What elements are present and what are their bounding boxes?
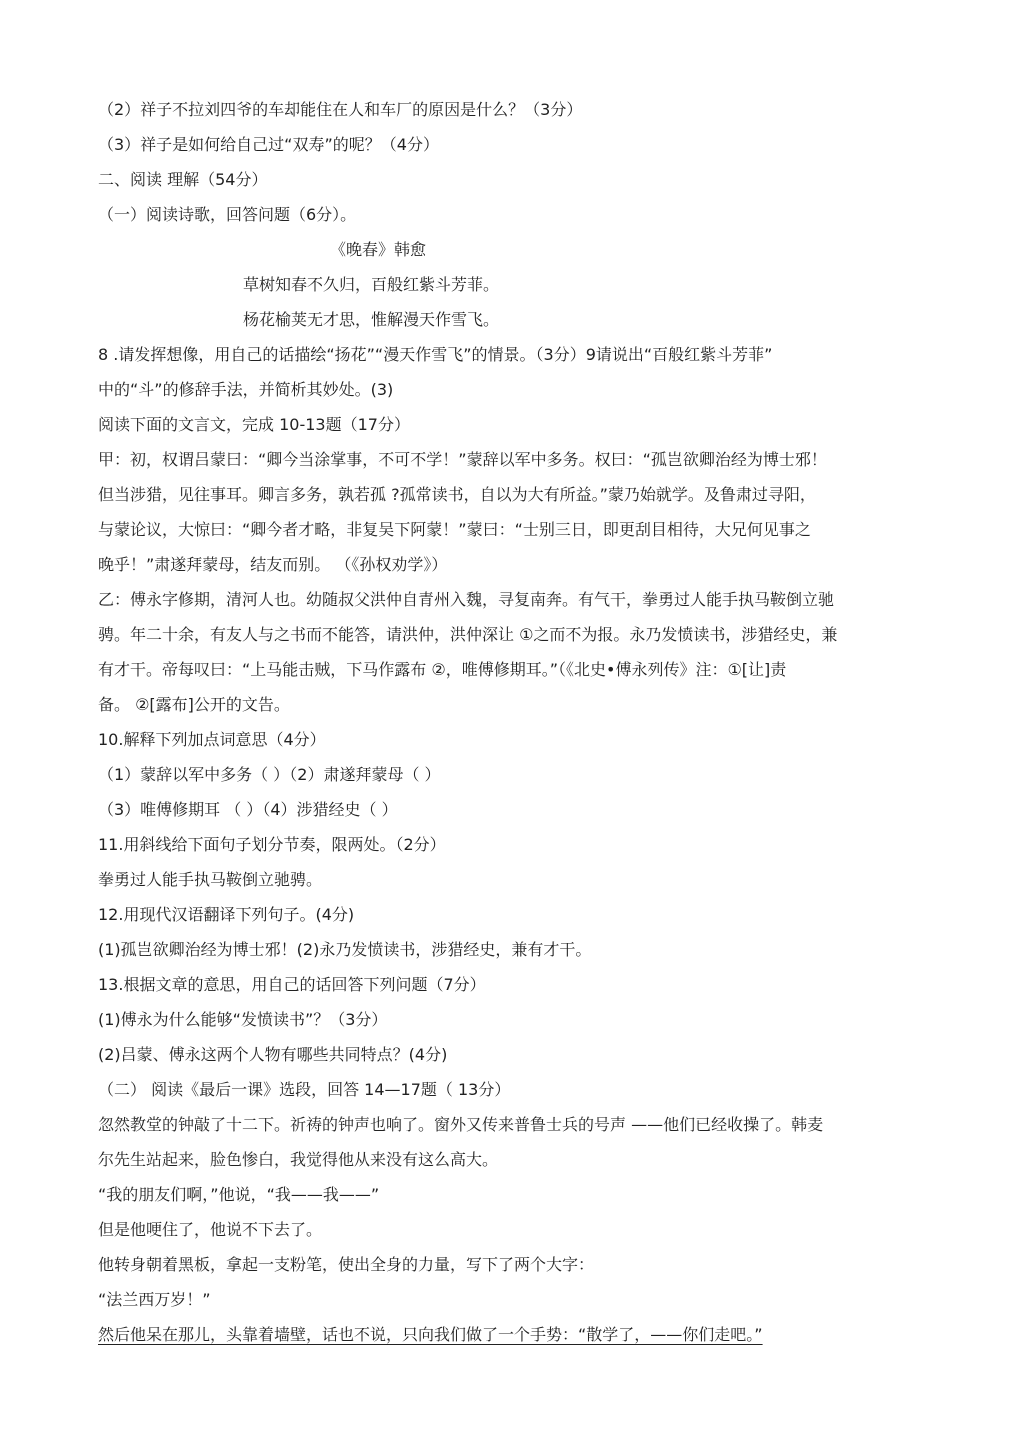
passage-jia-line-2: 但当涉猎，见往事耳。卿言多务，孰若孤 ?孤常读书，自以为大有所益。”蒙乃始就学。及鲁肃过寻阳， — [98, 485, 816, 504]
question-2-text: （2）祥子不拉刘四爷的车却能住在人和车厂的原因是什么？（3分） — [98, 100, 583, 119]
question-3-text: （3）祥子是如何给自己过“双寿”的呢？（4分） — [98, 135, 439, 154]
poem-section-heading: （一）阅读诗歌，回答问题（6分）。 — [98, 205, 357, 224]
passage-yi-line-3: 有才干。帝每叹曰：“上马能击贼，下马作露布 ②，唯傅修期耳。”（《北史•傅永列传》注：①[让]责 — [98, 660, 787, 679]
story-line-blackboard: 他转身朝着黑板，拿起一支粉笔，使出全身的力量，写下了两个大字： — [98, 1255, 595, 1274]
question-13-heading: 13.根据文章的意思，用自己的话回答下列问题（7分） — [98, 975, 486, 994]
section-2-heading: （二） 阅读《最后一课》选段，回答 14—17题（ 13分） — [98, 1080, 511, 1099]
question-10-heading: 10.解释下列加点词意思（4分） — [98, 730, 326, 749]
question-12-heading: 12.用现代汉语翻译下列句子。(4分) — [98, 905, 355, 924]
question-11-heading: 11.用斜线给下面句子划分节奏，限两处。（2分） — [98, 835, 446, 854]
question-13-item-1: (1)傅永为什么能够“发愤读书”？（3分） — [98, 1010, 388, 1029]
passage-yi-notes: 备。 ②[露布]公开的文告。 — [98, 695, 290, 714]
passage-jia-line-4: 晚乎！”肃遂拜蒙母，结友而别。 （《孙权劝学》） — [98, 555, 448, 574]
poem-title: 《晚春》韩愈 — [330, 240, 427, 259]
question-10-items-3-4: （3）唯傅修期耳 （ ）（4）涉猎经史（ ） — [98, 800, 398, 819]
section-heading-reading: 二、阅读 理解（54分） — [98, 170, 268, 189]
passage-yi-line-2: 骋。年二十余，有友人与之书而不能答，请洪仲，洪仲深让 ①之而不为报。永乃发愤读书，涉猎经史，兼 — [98, 625, 838, 644]
question-10-items-1-2: （1）蒙辞以军中多务（ ）（2）肃遂拜蒙母（ ） — [98, 765, 441, 784]
story-dialogue-1: “我的朋友们啊，”他说，“我——我——” — [98, 1185, 380, 1204]
question-11-sentence: 拳勇过人能手执马鞍倒立驰骋。 — [98, 870, 323, 889]
classical-text-instructions: 阅读下面的文言文，完成 10-13题（17分） — [98, 415, 410, 434]
question-13-item-2: (2)吕蒙、傅永这两个人物有哪些共同特点？(4分) — [98, 1045, 448, 1064]
story-line-underlined: 然后他呆在那儿，头靠着墙壁，话也不说，只向我们做了一个手势：“散学了，——你们走吧。” — [98, 1325, 763, 1344]
question-8-9-text: 8 .请发挥想像，用自己的话描绘“扬花”“漫天作雪飞”的情景。（3分）9请说出“百般红紫斗芳菲” — [98, 345, 773, 364]
story-line-choked: 但是他哽住了，他说不下去了。 — [98, 1220, 323, 1239]
story-paragraph-line-2: 尔先生站起来，脸色惨白，我觉得他从来没有这么高大。 — [98, 1150, 499, 1169]
story-paragraph-line-1: 忽然教堂的钟敲了十二下。祈祷的钟声也响了。窗外又传来普鲁士兵的号声 ——他们已经收操了。韩麦 — [98, 1115, 824, 1134]
passage-yi-line-1: 乙：傅永字修期，清河人也。幼随叔父洪仲自青州入魏，寻复南奔。有气干，拳勇过人能手执马鞍倒立驰 — [98, 590, 835, 609]
poem-line-2: 杨花榆荚无才思，惟解漫天作雪飞。 — [243, 310, 500, 329]
story-line-vive-la-france: “法兰西万岁！” — [98, 1290, 211, 1309]
question-9-continuation: 中的“斗”的修辞手法，并简析其妙处。(3) — [98, 380, 394, 399]
passage-jia-line-1: 甲：初，权谓吕蒙曰：“卿今当涂掌事，不可不学！”蒙辞以军中多务。权曰：“孤岂欲卿治经为博士邪！ — [98, 450, 827, 469]
passage-jia-line-3: 与蒙论议，大惊曰：“卿今者才略，非复吴下阿蒙！”蒙曰：“士别三日，即更刮目相待，大兄何见事之 — [98, 520, 811, 539]
question-12-sentences: (1)孤岂欲卿治经为博士邪！(2)永乃发愤读书，涉猎经史，兼有才干。 — [98, 940, 592, 959]
poem-line-1: 草树知春不久归，百般红紫斗芳菲。 — [243, 275, 500, 294]
